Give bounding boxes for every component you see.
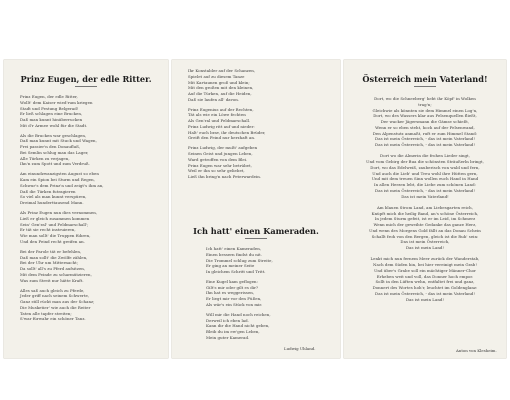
verse-line: Donnert des Wortes hoh'r, leuchtet im Goldenglanz:	[372, 285, 478, 290]
stanza	[348, 96, 502, 148]
stanza	[20, 288, 95, 323]
verse-line: Wenn mich der geweihte Gedanke das ganze Herz,	[373, 222, 477, 227]
page-prinz-eugen-cont-kameraden	[172, 60, 340, 358]
verse-line: Daß sie laufen all' davon.	[188, 96, 240, 102]
verse-line: Eine Kugel kam geflogen:	[206, 278, 258, 284]
stanza	[348, 153, 502, 199]
verse-line: Sein' Gen'ral' und Feldmarschall';	[20, 221, 89, 227]
verse-line: Und wenn des Morgens Gold fällt an das Donau Schein	[369, 227, 481, 233]
verse-line: Das ist mein Österreich,	[400, 239, 450, 245]
verse-line: Dort, wo die Schneeberg' hebt ihr Köpf' in Wolken	[374, 96, 476, 101]
stanza	[20, 133, 97, 168]
verse-line: Die Trommel schlug zum Streite,	[206, 257, 273, 263]
verse-line: Als Gen'ral und Feldmarschall.	[188, 118, 251, 124]
verse-line: Daß die Türken futragieren	[20, 188, 76, 194]
verse-line: Ihn hat es weggerissen,	[206, 290, 255, 296]
title-underline	[75, 86, 97, 87]
title-kameraden: Ich hatt' einen Kameraden.	[193, 226, 319, 236]
verse-line: Das ist mein Österreich, - das ist mein Vaterland!	[375, 290, 475, 296]
verse-line: Daß man kunnt hinüberrucken	[20, 117, 83, 122]
verse-line: Und über's Grabe soll ein mächtiger Männer-Chor	[374, 267, 476, 273]
verse-line: Wie man sollt' die Truppen führen,	[20, 233, 91, 239]
stanza	[188, 107, 265, 142]
verse-line: Tät als wie ein Löwe fechten	[188, 112, 246, 118]
verse-line: Gleichwie als könnten sie dem Himmel einen Log'n,	[372, 107, 478, 113]
verse-line: Prinz Ludwig, der mußt' aufgeben	[188, 145, 258, 151]
stanza	[20, 171, 104, 206]
stanza	[348, 256, 502, 302]
verse-line: Er ging an meiner Seite	[206, 263, 255, 269]
verse-line: Prinz Ludwig ritt auf und nieder:	[188, 123, 255, 129]
verse-line: Jeder griff nach seinem Schwerte,	[20, 293, 90, 299]
author-kameraden: Ludwig Uhland.	[284, 346, 316, 351]
verse-line: Als wär's ein Stück von mir.	[206, 301, 263, 307]
verse-line: Mit d'r Armee wohl für die Stadt.	[20, 122, 88, 128]
verse-line: Dreimal hunderttausend Mann.	[20, 200, 84, 206]
verse-line: Derweil ich eben lad.	[206, 317, 249, 323]
verse-line: Mein guter Kamerad.	[206, 334, 250, 340]
verse-line: Weil er ihn so sehr geliebet,	[188, 168, 245, 174]
author-oesterreich: Anton von Klesheim.	[456, 348, 497, 353]
verse-line: Ließ ihn bring'n nach Peterwardein.	[188, 174, 262, 180]
verse-line: Ganz still rückt man aus der Schanz;	[20, 299, 95, 304]
verse-line: Mit dem Feinde zu scharmützieren,	[20, 271, 92, 277]
verse-line: Frei passier'n den Donaufluß,	[20, 144, 81, 150]
verse-line: Am blauen Strom Land, am Liebesgarten reich,	[376, 204, 474, 210]
verse-line: Sollt in den Lüften wehn, entfaltet frei und ganz,	[375, 279, 475, 285]
verse-line: Wollt' dem Kaiser wied'rum kriegen	[20, 99, 93, 105]
verse-line: Ward getroffen von dem Blei.	[188, 156, 248, 162]
verse-line: Kann dir die Hand nicht geben,	[206, 323, 270, 329]
verse-line: Der wacker Jägersmann die Gämse schießt,	[380, 119, 470, 124]
verse-line: Prinz Eugen war sehr betrübet,	[188, 162, 252, 168]
verse-line: In jedem Sturm gefeit, ist er im Leid, im Schmerz	[374, 216, 476, 222]
verse-line: Prinz Eugen, der edle Ritter,	[20, 94, 78, 99]
verse-line: Alles saß auch gleich zu Pferde,	[20, 287, 85, 293]
verse-line: Das ist mein Österreich, - das ist mein Vaterland!	[375, 142, 475, 147]
verse-line: Am einundzwanzigsten August so eben	[20, 171, 99, 177]
verse-line: trag'n;	[418, 101, 432, 107]
stanza	[20, 94, 93, 129]
verse-line: Knüpft mich die heilig Band, an's schöne Österreich,	[371, 210, 479, 216]
verse-line: Greift den Feind nur herzhaft an.	[188, 135, 256, 141]
verse-line: Daß man kunnt mit Stuck und Wagen,	[20, 138, 97, 144]
verse-line: Das ist mein Land!	[405, 245, 445, 250]
verse-line: Und mit dem treuen Sinn wollen euch Hand in Hand	[371, 176, 479, 182]
verse-line: Daß man sollt' die Zwölfe zählen,	[20, 254, 88, 260]
stanza	[206, 246, 273, 275]
verse-line: Er tät sie recht instruieren,	[20, 227, 76, 233]
verse-line: Und den Feind recht greifen an.	[20, 238, 85, 244]
verse-line: Und vom Gebirg der Bua die schönsten Sträußerln bringt,	[366, 159, 484, 164]
stanza	[20, 249, 92, 284]
verse-line: Stadt und Festung Belgerad!	[20, 105, 79, 111]
verse-line: Ließ er gleich zusammen kommen	[20, 215, 90, 221]
verse-line: Auf die Türken, auf die Heiden,	[188, 91, 252, 96]
verse-line: Ihr Konstabler auf der Schanzen,	[188, 68, 256, 73]
verse-line: Da sollt' all's zu Pferd aufsitzen,	[20, 266, 86, 272]
stanza	[20, 210, 97, 245]
verse-line: Bleib du im ew'gen Leben,	[206, 329, 260, 335]
verse-line: Prinz Eugenius auf der Rechten,	[188, 106, 254, 112]
verse-line: Will mir die Hand noch reichen,	[206, 311, 271, 317]
verse-line: In gleichem Schritt und Tritt.	[206, 269, 266, 274]
verse-line: Halt' euch brav, ihr deutschen Brüder,	[188, 129, 266, 135]
verse-line: Als die Brucken war geschlagen,	[20, 132, 87, 138]
verse-line: Was zum Streit nur hätte Kraft.	[20, 277, 84, 283]
verse-line: Das ist mein Vaterland!	[401, 193, 449, 199]
verse-line: Nach dem Süden hin, bei hier vereinigt mein Grab!	[373, 262, 477, 267]
verse-line: Bei Semlin schlug man das Lager,	[20, 149, 89, 155]
stanza	[206, 312, 271, 341]
title-underline	[414, 86, 436, 87]
verse-line: Schallt froh von den Bergen, gleich ist die Ruh' sein:	[371, 233, 479, 239]
verse-line: Bei der Parole tät er befehlen,	[20, 248, 82, 254]
verse-line: Als Prinz Eugen nun dies vernommen,	[20, 210, 98, 216]
stanza	[348, 205, 502, 251]
verse-line: In allen Herzen lebt, die Liebe zum schönen Land:	[373, 182, 476, 187]
verse-line: Seinen Geist und jungen Leben,	[188, 151, 253, 157]
verse-line: Erheben weit und voll, das Donner hoch empor.	[376, 273, 474, 279]
verse-line: S'war fürwahr ein schöner Tanz.	[20, 316, 86, 322]
stanza	[206, 279, 262, 308]
verse-line: Den Alpenstutz anmaßt, ruft er zum Himmel Stand:	[372, 130, 478, 136]
verse-line: Taten alle tapfer streiten;	[20, 310, 72, 316]
verse-line: Ihn'n zum Spott und zum Verdruß.	[20, 161, 90, 167]
verse-line: So viel als man kunnt verspüren,	[20, 194, 87, 200]
verse-line: Bei der Uhr um Mitternacht;	[20, 260, 79, 266]
verse-line: Ich hatt' einen Kameraden,	[206, 246, 262, 251]
title-oesterreich: Österreich mein Vaterland!	[362, 74, 488, 84]
verse-line: Dort, wo das Edelweiß, zauberisch von wald und fern,	[370, 164, 480, 170]
verse-line: Lenkt mich nun fernem Meer zurück der Wanderstab,	[370, 256, 480, 262]
verse-line: Mit den großen mit den kleinen,	[188, 85, 254, 91]
verse-line: Er ließ schlagen eine Brucken,	[20, 111, 83, 117]
title-underline	[245, 238, 267, 239]
page-prinz-eugen	[4, 60, 168, 358]
stanza	[188, 68, 255, 103]
verse-line: Das ist mein Österreich, - das ist mein Vaterland!	[375, 136, 475, 142]
verse-line: Dort wo die Almerin die frohen Lieder singt,	[380, 153, 470, 159]
verse-line: Er liegt mir vor den Füßen,	[206, 296, 262, 302]
verse-line: Die Musketier' wie auch die Reiter	[20, 304, 91, 310]
verse-line: Mit Kartaunen groß und klein;	[188, 79, 250, 85]
verse-line: Einen bessern findst du nit.	[206, 251, 262, 257]
stanza	[188, 145, 261, 180]
title-prinz-eugen: Prinz Eugen, der edle Ritter.	[20, 74, 152, 84]
verse-line: Und auch die Lieb' und Treu wohl ihre Hütten gern,	[372, 170, 478, 176]
verse-line: Gilt's mir oder gilt es dir?	[206, 284, 259, 290]
verse-line: Spielet auf zu diesem Tanze	[188, 73, 245, 79]
verse-line: Wenn er so eben steht, hoch auf der Felsenwand,	[375, 124, 475, 130]
verse-line: Kam ein Spion bei Sturm und Regen,	[20, 177, 95, 183]
page-oesterreich	[344, 60, 506, 358]
verse-line: Das ist mein Land!	[405, 296, 445, 302]
verse-line: Das ist mein Österreich, - das ist mein Vaterland!	[375, 187, 475, 193]
verse-line: Schwur's dem Prinz'n und zeigt's ihm an,	[20, 182, 104, 188]
verse-line: Alle Türken zu verjagen,	[20, 155, 70, 161]
verse-line: Dort, wo des Wassers klar aus Felsenquellen fließt,	[373, 113, 477, 119]
